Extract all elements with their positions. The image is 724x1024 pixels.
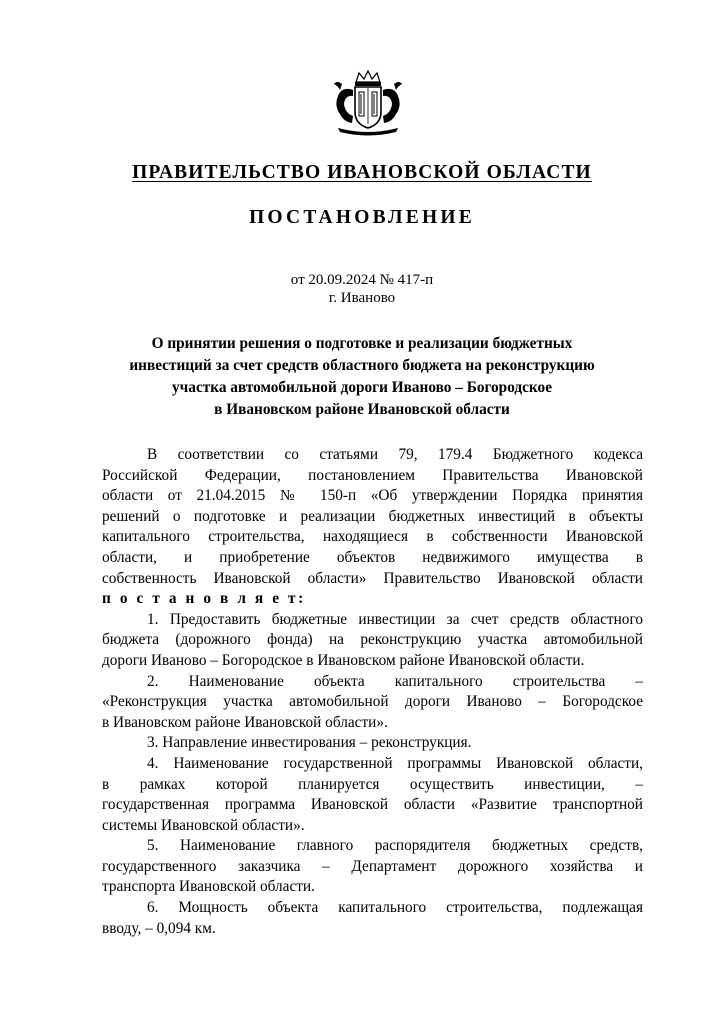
decrees-line xyxy=(102,589,643,610)
item-5-line: транспорта Ивановской области. xyxy=(102,878,315,896)
preamble-line: области, и приобретение объектов недвижимого имущества в xyxy=(102,548,643,566)
preamble-line: капитального строительства, находящиеся в собственности Ивановской xyxy=(102,528,643,546)
government-title: ПРАВИТЕЛЬСТВО ИВАНОВСКОЙ ОБЛАСТИ xyxy=(132,162,592,183)
document-type: ПОСТАНОВЛЕНИЕ xyxy=(249,207,475,228)
item-2-line: «Реконструкция участка автомобильной дороги Иваново – Богородское xyxy=(102,693,643,711)
item-1-line: 1. Предоставить бюджетные инвестиции за счет средств областного xyxy=(147,610,643,628)
item-3-line: 3. Направление инвестирования – реконструкция. xyxy=(147,734,472,752)
decrees-word: п о с т а н о в л я е т: xyxy=(102,590,306,608)
item-4-line: 4. Наименование государственной программы Ивановской области, xyxy=(147,754,643,772)
preamble-line: области от 21.04.2015 № 150-п «Об утверждении Порядка принятия xyxy=(102,487,643,505)
preamble-line: собственность Ивановской области» Правительство Ивановской области xyxy=(102,569,643,587)
item-4-line: системы Ивановской области». xyxy=(102,816,305,834)
item-5-line: государственного заказчика – Департамент дорожного хозяйства и xyxy=(102,857,643,875)
item-1-line: дороги Иваново – Богородское в Ивановском районе Ивановской области. xyxy=(102,651,585,669)
item-5-line: 5. Наименование главного распорядителя бюджетных средств, xyxy=(147,837,643,855)
coat-of-arms-icon xyxy=(328,68,408,136)
item-6-line: вводу, – 0,094 км. xyxy=(102,919,216,937)
document-subject xyxy=(0,333,724,421)
subject-line: участка автомобильной дороги Иваново – Богородское xyxy=(172,379,552,396)
item-2-line: 2. Наименование объекта капитального строительства – xyxy=(147,672,643,690)
subject-line: инвестиций за счет средств областного бюджета на реконструкцию xyxy=(129,357,595,374)
document-city: г. Иваново xyxy=(328,290,396,306)
document-body xyxy=(102,445,643,939)
preamble-line: решений о подготовке и реализации бюджетных инвестиций в объекты xyxy=(102,507,643,525)
item-2-line: в Ивановском районе Ивановской области». xyxy=(102,713,388,731)
document-date-number: от 20.09.2024 № 417-п xyxy=(290,272,434,288)
preamble-line: Российской Федерации, постановлением Правительства Ивановской xyxy=(102,466,643,484)
item-4-line: государственная программа Ивановской области «Развитие транспортной xyxy=(102,796,643,814)
subject-line: в Ивановском районе Ивановской области xyxy=(214,401,510,418)
item-1-line: бюджета (дорожного фонда) на реконструкцию участка автомобильной xyxy=(102,631,643,649)
preamble-line: В соответствии со статьями 79, 179.4 Бюджетного кодекса xyxy=(147,446,643,463)
item-4-line: в рамках которой планируется осуществить инвестиции, – xyxy=(102,775,643,793)
item-6-line: 6. Мощность объекта капитального строительства, подлежащая xyxy=(147,899,643,917)
subject-line: О принятии решения о подготовке и реализации бюджетных xyxy=(151,335,573,352)
